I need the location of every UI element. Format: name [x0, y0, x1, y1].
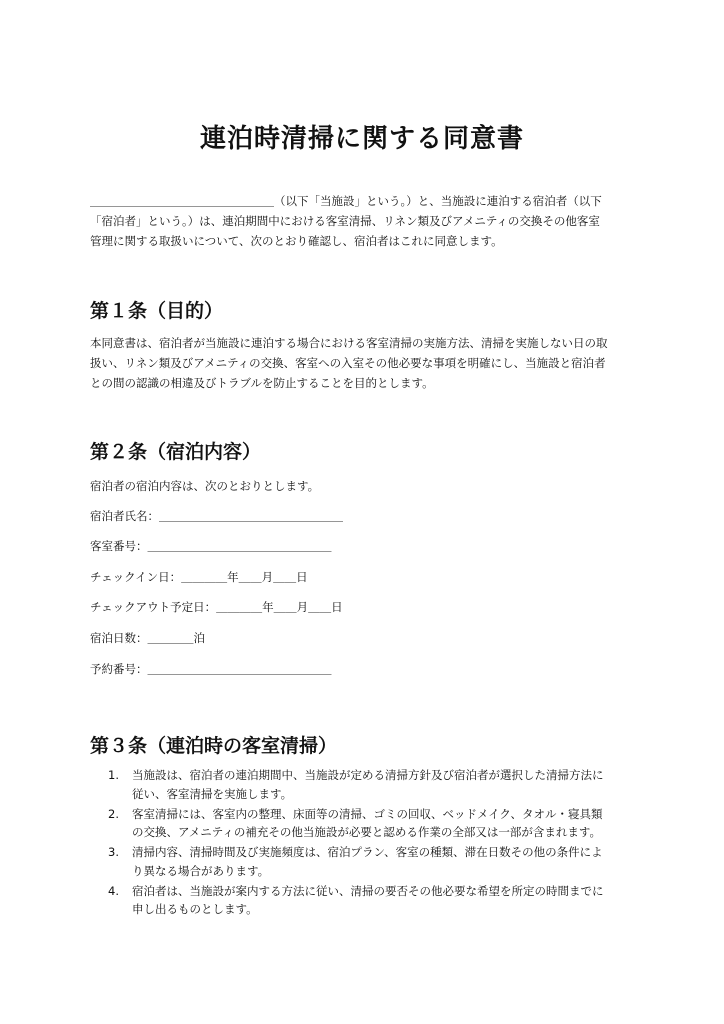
list-item: [108, 882, 648, 919]
article1-line: 扱い、リネン類及びアメニティの交換、客室への入室その他必要な事項を明確にし、当施設と宿泊者: [90, 356, 606, 370]
field-reservation-number: 予約番号：＿＿＿＿＿＿＿＿＿＿＿＿＿＿＿＿: [90, 662, 332, 676]
list-item-line: 申し出るものとします。: [132, 902, 258, 916]
article3-list: [108, 766, 648, 920]
field-nights: 宿泊日数：＿＿＿＿泊: [90, 631, 205, 645]
field-guest-name: 宿泊者氏名：＿＿＿＿＿＿＿＿＿＿＿＿＿＿＿＿: [90, 509, 343, 523]
document-title: 連泊時清掃に関する同意書: [199, 124, 524, 154]
field-checkout-date: チェックアウト予定日：＿＿＿＿年＿＿月＿＿日: [90, 600, 343, 614]
list-item-line: 清掃内容、清掃時間及び実施頻度は、宿泊プラン、客室の種類、滞在日数その他の条件によ: [132, 845, 603, 859]
intro-line: 「宿泊者」という。）は、連泊期間中における客室清掃、リネン類及びアメニティの交換その他客室: [90, 214, 600, 228]
list-item-line: 当施設は、宿泊者の連泊期間中、当施設が定める清掃方針及び宿泊者が選択した清掃方法に: [132, 768, 604, 782]
list-item: [108, 805, 648, 842]
article3-heading: 第３条（連泊時の客室清掃）: [90, 735, 338, 757]
field-room-number: 客室番号：＿＿＿＿＿＿＿＿＿＿＿＿＿＿＿＿: [90, 539, 332, 553]
list-item-line: り異なる場合があります。: [132, 863, 270, 878]
list-item-line: 宿泊者は、当施設が案内する方法に従い、清掃の要否その他必要な希望を所定の時間までに: [132, 883, 604, 898]
article1-heading: 第１条（目的）: [90, 300, 224, 322]
intro-line: ＿＿＿＿＿＿＿＿＿＿＿＿＿＿＿＿（以下「当施設」という。）と、当施設に連泊する宿泊者（以下: [90, 194, 602, 208]
list-item-line: の交換、アメニティの補充その他当施設が必要と認める作業の全部又は一部が含まれます。: [132, 825, 601, 839]
list-item-line: 客室清掃には、客室内の整理、床面等の清掃、ゴミの回収、ベッドメイク、タオル・寝具類: [132, 806, 603, 821]
list-item-number: 2.: [108, 806, 119, 821]
article2-heading: 第２条（宿泊内容）: [90, 441, 262, 463]
article1-line: 本同意書は、宿泊者が当施設に連泊する場合における客室清掃の実施方法、清掃を実施しない日の取: [90, 336, 608, 350]
article2-lead: 宿泊者の宿泊内容は、次のとおりとします。: [90, 479, 320, 493]
field-checkin-date: チェックイン日：＿＿＿＿年＿＿月＿＿日: [90, 570, 308, 584]
list-item-line: 従い、客室清掃を実施します。: [132, 786, 293, 801]
list-item-number: 4.: [108, 883, 119, 898]
list-item-number: 1.: [108, 768, 119, 782]
article1-line: との間の認識の相違及びトラブルを防止することを目的とします。: [90, 376, 434, 390]
list-item: [108, 843, 648, 880]
list-item-number: 3.: [108, 845, 119, 859]
article1-paragraph: [90, 333, 640, 393]
intro-paragraph: [90, 191, 640, 251]
intro-line: 管理に関する取扱いについて、次のとおり確認し、宿泊者はこれに同意します。: [90, 234, 503, 248]
list-item: [108, 766, 648, 803]
